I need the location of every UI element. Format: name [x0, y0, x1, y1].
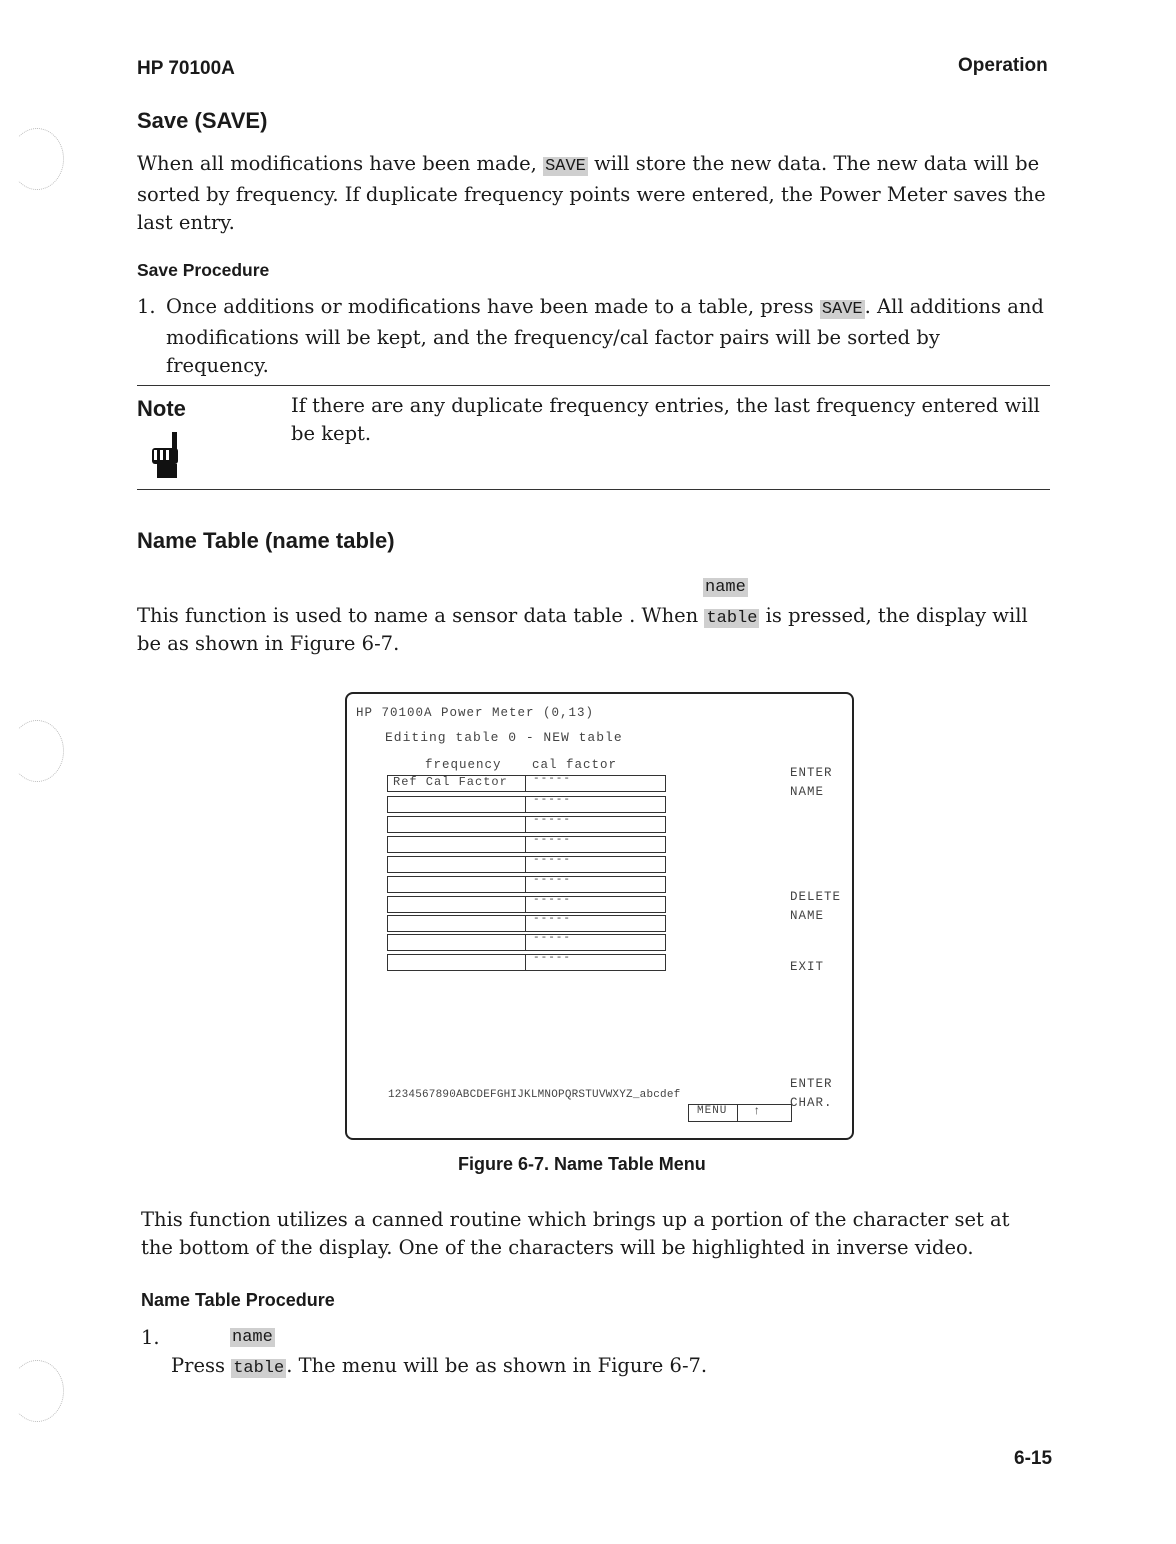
cal-factor-value: -----: [533, 952, 572, 964]
display-editing-line: Editing table 0 - NEW table: [385, 730, 623, 745]
display-title: HP 70100A Power Meter (0,13): [356, 706, 595, 720]
menu-label: MENU: [697, 1105, 728, 1117]
name-paragraph-line1: [137, 602, 1028, 633]
column-header-frequency: frequency: [425, 758, 502, 772]
table-row: [387, 896, 665, 911]
name-procedure-text: . The menu will be as shown in Figure 6-7.: [286, 1354, 708, 1377]
binder-hole: [10, 720, 64, 782]
softkey-enter-name-line2: NAME: [790, 785, 825, 799]
softkey-delete-name[interactable]: [790, 888, 841, 926]
save-softkey-step: SAVE: [821, 300, 863, 319]
table-row: [387, 836, 665, 851]
character-set: 1234567890ABCDEFGHIJKLMNOPQRSTUVWXYZ_abcdef: [388, 1089, 681, 1101]
frequency-cell: [387, 816, 526, 833]
frequency-cell: [387, 896, 526, 913]
softkey-delete-name-line2: NAME: [790, 909, 825, 923]
table-row: [387, 876, 665, 891]
name-procedure-step: [171, 1352, 707, 1383]
cal-factor-value: -----: [533, 834, 572, 846]
softkey-name-top-proc: name: [232, 1328, 273, 1347]
softkey-enter-char-line2: CHAR.: [790, 1096, 833, 1110]
softkey-enter-name[interactable]: [790, 764, 833, 802]
save-paragraph-text: When all modifications have been made,: [137, 152, 544, 175]
press-text: Press: [171, 1354, 232, 1377]
note-bottom-rule: [137, 489, 1050, 490]
save-softkey: SAVE: [545, 157, 586, 176]
frequency-cell: [387, 934, 526, 951]
table-row: [387, 775, 665, 790]
note-label: Note: [137, 396, 186, 421]
save-step-text-2: . All additions and modifications will be kept, and the frequency/cal factor pairs will be sorted by frequency.: [166, 295, 1044, 377]
softkey-enter-char[interactable]: [790, 1075, 833, 1113]
table-row: [387, 856, 665, 871]
character-set-paragraph: This function utilizes a canned routine which brings up a portion of the character set at the bottom of the display. One of the characters will be highlighted in inverse video.: [141, 1208, 1010, 1259]
column-header-cal-factor: cal factor: [532, 758, 618, 772]
cal-factor-value: -----: [533, 894, 572, 906]
name-paragraph-text: This function is used to name a sensor data table . When: [137, 604, 705, 627]
save-paragraph-text-2: will store the new data. The new data will be sorted by frequency. If duplicate frequency points were entered, the Power Meter saves the last entry.: [137, 152, 1046, 234]
name-procedure-heading: Name Table Procedure: [141, 1290, 335, 1310]
table-row: [387, 934, 665, 949]
header-title: HP 70100A: [137, 58, 235, 79]
menu-box: [688, 1104, 792, 1122]
frequency-cell: [387, 796, 526, 813]
save-procedure-heading: Save Procedure: [137, 260, 270, 280]
cal-factor-value: -----: [533, 854, 572, 866]
pointing-hand-icon: [148, 432, 190, 486]
softkey-exit[interactable]: EXIT: [790, 960, 825, 974]
figure-caption: Figure 6-7. Name Table Menu: [458, 1154, 706, 1174]
softkey-name-top: name: [705, 578, 746, 597]
binder-hole: [10, 1360, 64, 1422]
cal-factor-value: -----: [533, 874, 572, 886]
ref-cal-factor-label: Ref Cal Factor: [393, 775, 508, 789]
frequency-cell: [387, 856, 526, 873]
frequency-cell: [387, 954, 526, 971]
table-row: [387, 796, 665, 811]
step-number: 1.: [137, 295, 156, 318]
softkey-enter-name-line1: ENTER: [790, 766, 833, 780]
name-paragraph-text-2: is pressed, the display will: [759, 604, 1028, 627]
save-step-text: Once additions or modifications have been made to a table, press: [166, 295, 820, 318]
save-step: [166, 293, 1046, 380]
table-row: [387, 915, 665, 930]
cal-factor-value: -----: [533, 932, 572, 944]
frequency-cell: [387, 836, 526, 853]
softkey-enter-char-line1: ENTER: [790, 1077, 833, 1091]
softkey-table: table: [706, 609, 758, 628]
cal-factor-value: -----: [533, 814, 572, 826]
table-row: [387, 954, 665, 969]
frequency-cell: [387, 876, 526, 893]
softkey-table-proc: table: [233, 1359, 285, 1378]
section-heading-save: Save (SAVE): [137, 108, 268, 133]
step-number: 1.: [141, 1326, 160, 1349]
cursor-arrow-icon: ↑: [753, 1104, 762, 1118]
section-heading-name-table: Name Table (name table): [137, 528, 395, 553]
cal-factor-value: -----: [533, 913, 572, 925]
cal-factor-value: -----: [533, 794, 572, 806]
cal-factor-value: -----: [533, 773, 572, 785]
header-section: Operation: [958, 55, 1048, 76]
note-top-rule: [137, 385, 1050, 386]
frequency-cell: [387, 915, 526, 932]
table-row: [387, 816, 665, 831]
name-paragraph-line2: be as shown in Figure 6-7.: [137, 632, 400, 655]
note-text: If there are any duplicate frequency entries, the last frequency entered will be kept.: [291, 394, 1040, 445]
save-paragraph: [137, 150, 1047, 237]
softkey-delete-name-line1: DELETE: [790, 890, 842, 904]
page-number: 6-15: [1014, 1448, 1053, 1469]
binder-hole: [10, 128, 64, 190]
